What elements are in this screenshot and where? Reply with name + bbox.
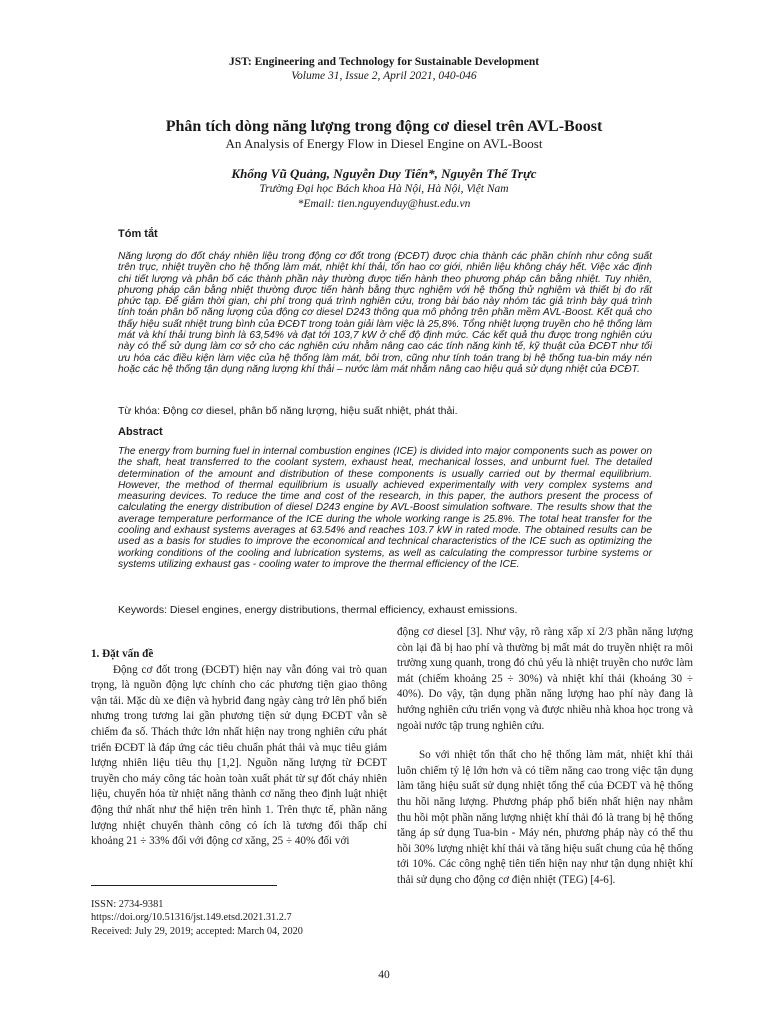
doi-link[interactable]: https://doi.org/10.51316/jst.149.etsd.2021.31.2.7 [91, 912, 292, 924]
authors: Khổng Vũ Quảng, Nguyễn Duy Tiến*, Nguyễn Thế Trực [231, 166, 537, 181]
author-email: *Email: tien.nguyenduy@hust.edu.vn [297, 198, 471, 210]
tom-tat-keywords: Từ khóa: Động cơ diesel, phân bố năng lượng, hiệu suất nhiệt, phát thải. [118, 405, 458, 417]
journal-volume: Volume 31, Issue 2, April 2021, 040-046 [291, 70, 477, 82]
section-paragraph-3: So với nhiệt tổn thất cho hệ thống làm mát, nhiệt khí thải luôn chiếm tỷ lệ lớn hơn và có tiềm năng cao trong việc tận dụng làm tăng hiệu suất sử dụng nhiệt tổng thể của ĐCĐT và hệ thống thu hồi năng lượng. Phương pháp phổ biến nhất hiện nay nhằm thu hồi một phần năng lượng nhiệt khí thải đó là trang bị hệ thống tăng áp sử dụng Tua-bin - Máy nén, phương pháp này có thể thu hồi 30% lượng nhiệt khí thải và tăng hiệu suất chung của hệ thống tới 10%. Các công nghệ tiên tiến hiện nay như tận dụng nhiệt khí thải sử dụng cho động cơ điện nhiệt (TEG) [4-6]. [397, 749, 693, 886]
journal-title: JST: Engineering and Technology for Sustainable Development [228, 56, 540, 68]
section-paragraph-1: Động cơ đốt trong (ĐCĐT) hiện nay vẫn đóng vai trò quan trọng, là nguồn động lực chính cho các phương tiện giao thông vận tải. Mặc dù xe điện và hybrid đang ngày càng trở lên phổ biến nhưng trong tương lai gần phương tiện sử dụng ĐCĐT vẫn sẽ chiếm đa số. Thách thức lớn nhất hiện nay trong nghiên cứu phát triển ĐCĐT là đáp ứng các tiêu chuẩn phát thải và mục tiêu giảm lượng nhiên liệu tiêu thụ [1,2]. Nguồn năng lượng từ ĐCĐT truyền cho máy công tác hoàn toàn xuất phát từ sự đốt cháy nhiên liệu, chuyển hóa từ nhiệt năng thành cơ năng theo định luật nhiệt động thứ nhất như thể hiện trên hình 1. Trên thực tế, phần năng lượng nhiệt chuyển thành công có ích là tương đối thấp chỉ khoảng 21 ÷ 33% đối với động cơ xăng, 25 ÷ 40% đối với [91, 663, 387, 848]
page-number: 40 [378, 969, 390, 981]
paper-title: Phân tích dòng năng lượng trong động cơ diesel trên AVL-Boost [165, 118, 603, 135]
abstract-heading: Abstract [118, 426, 163, 438]
right-column [397, 625, 693, 889]
abstract-body: The energy from burning fuel in internal combustion engines (ICE) is divided into major components such as power on the shaft, heat transferred to the coolant system, exhaust heat, mechanical losses, and unburnt fuel. The detailed determination of the amount and distribution of these components is usually carried out by thermal equilibrium. However, the method of thermal equilibrium is usually achieved experimentally with very complex systems and measuring devices. To reduce the time and cost of the research, in this paper, the authors present the process of calculating the energy distribution of diesel D243 engine by AVL-Boost simulation software. The results show that the average temperature performance of the ICE during the whole working range is 25.8%. The total heat transfer for the cooling and exhaust systems averages at 63.54% and reaches 103.7 kW in rated mode. The obtained results can be used as a basis for studies to improve the economical and technical characteristics of the ICE such as optimizing the working conditions of the cooling and lubrication systems, as well as calculating the compressor turbine systems or systems utilizing exhaust gas - cooling water to improve the thermal efficiency of the ICE. [118, 446, 652, 570]
section-paragraph-2: động cơ diesel [3]. Như vậy, rõ ràng xấp xỉ 2/3 phần năng lượng còn lại đã bị hao phí và thường bị mất mát do truyền nhiệt ra môi trường xung quanh, trong đó chủ yếu là nhiệt truyền cho nước làm mát (chiếm khoảng 25 ÷ 30%) và nhiệt khí thải (khoảng 30 ÷ 40%). Do vậy, tận dụng phần năng lượng hao phí này đang là hướng nghiên cứu triển vọng và được nhiều nhà khoa học trong và ngoài nước tập trung nghiên cứu. [397, 626, 693, 732]
received-date: Received: July 29, 2019; accepted: March 04, 2020 [91, 925, 303, 937]
tom-tat-body: Năng lượng do đốt cháy nhiên liệu trong động cơ đốt trong (ĐCĐT) được chia thành các phần chính như công suất trên trục, nhiệt truyền cho hệ thống làm mát, nhiệt khí thải, tổn hao cơ giới, nhiên liệu không cháy hết. Việc xác định chi tiết lượng và phân bố các thành phần này thường được tiến hành theo phương pháp cân bằng nhiệt. Tuy nhiên, phương pháp cân bằng nhiệt thường được tiến hành bằng thực nghiệm với hệ thống thử nghiệm và thiết bị đo rất phức tạp. Để giảm thời gian, chi phí trong quá trình nghiên cứu, trong bài báo này nhóm tác giả trình bày quá trình tính toán phân bố năng lượng của động cơ diesel D243 thông qua mô phỏng trên phần mềm AVL-Boost. Kết quả cho thấy hiệu suất nhiệt trung bình của ĐCĐT trong toàn giải làm việc là 25,8%. Tổng nhiệt lượng truyền cho hệ thống làm mát và khí thải trung bình là 63,54% và đạt tới 103,7 kW ở chế độ định mức. Các kết quả thu được trong nghiên cứu này có thể sử dụng làm cơ sở cho các nghiên cứu nhằm nâng cao các tính năng kinh tế, kỹ thuật của ĐCĐT như tối ưu hóa các điều kiện làm việc của hệ thống làm mát, bôi trơn, cũng như tính toán trang bị hệ thống tua-bin máy nén hoặc các hệ thống tận dụng năng lượng khí thải – nước làm mát nhằm nâng cao hiệu quả sử dụng nhiệt của ĐCĐT. [118, 251, 652, 375]
affiliation: Trường Đại học Bách khoa Hà Nội, Hà Nội, Việt Nam [259, 183, 509, 195]
footnote-rule [91, 885, 277, 886]
left-column [91, 647, 387, 850]
paper-subtitle: An Analysis of Energy Flow in Diesel Engine on AVL-Boost [225, 136, 543, 151]
tom-tat-heading: Tóm tắt [118, 228, 158, 240]
section-heading: 1. Đặt vấn đề [91, 648, 154, 660]
issn: ISSN: 2734-9381 [91, 899, 164, 910]
footnote [91, 898, 303, 938]
abstract-keywords: Keywords: Diesel engines, energy distributions, thermal efficiency, exhaust emissions. [118, 604, 518, 616]
